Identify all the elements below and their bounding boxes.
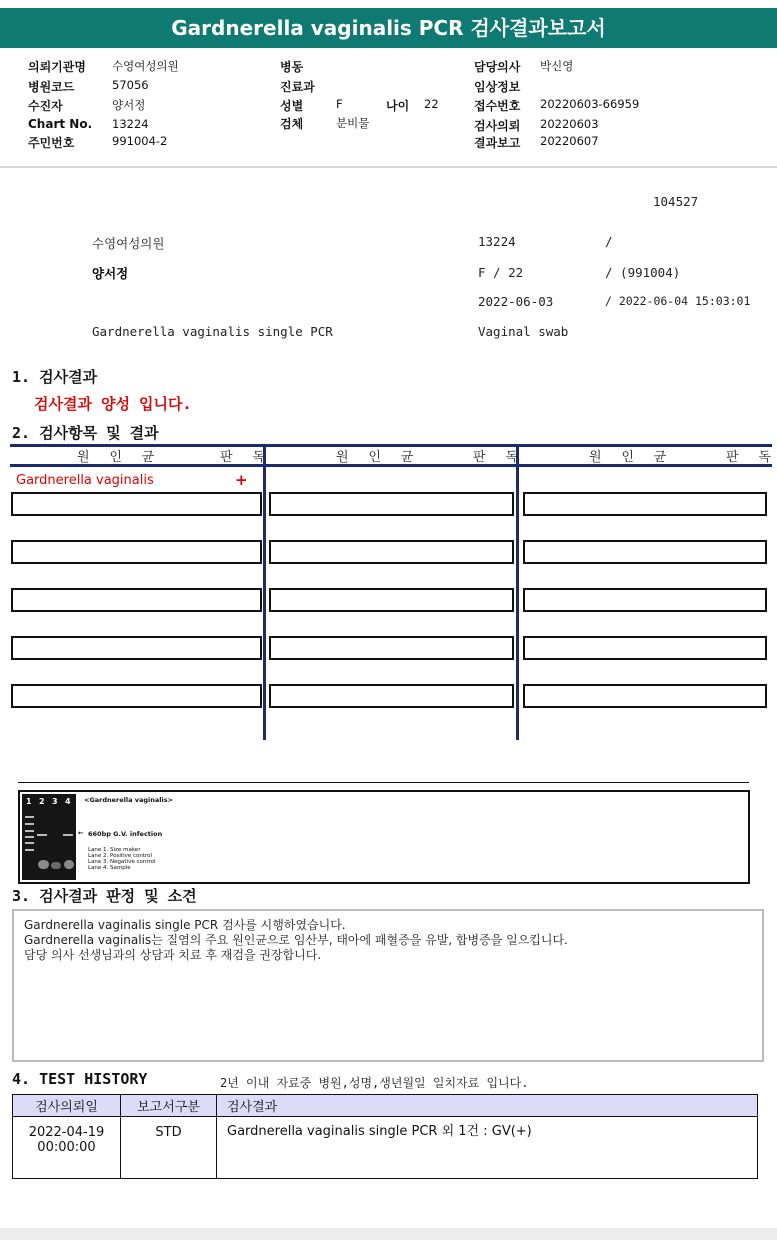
summary-specimen: Vaginal swab — [478, 324, 569, 339]
history-date-cell — [13, 1117, 121, 1179]
pathogen-name: Gardnerella vaginalis — [16, 473, 154, 488]
ladder-band — [25, 823, 34, 825]
institution-label: 의뢰기관명 — [28, 60, 86, 74]
ladder-band — [25, 816, 34, 818]
section2-title: 2. 검사항목 및 결과 — [12, 424, 159, 442]
sex-value: F — [336, 97, 343, 111]
result-cell — [523, 636, 767, 660]
header-divider — [0, 166, 777, 168]
section4-title: 4. TEST HISTORY — [12, 1070, 148, 1088]
result-cell — [269, 636, 514, 660]
col2-pathogen-header: 원 인 균 — [336, 450, 420, 465]
section3-title: 3. 검사결과 판정 및 소견 — [12, 887, 197, 905]
col1-judgment-header: 판 독 — [220, 450, 271, 465]
gel-figure — [18, 790, 750, 884]
gel-arrow: ← — [78, 829, 84, 837]
grid-divider-2 — [516, 444, 519, 740]
gel-top-rule — [18, 782, 749, 783]
col3-pathogen-header: 원 인 균 — [589, 450, 673, 465]
patient-value: 양서정 — [112, 98, 146, 112]
clinical-label: 임상정보 — [474, 80, 521, 94]
dept-label: 진료과 — [280, 80, 315, 94]
summary-sex-age: F / 22 — [478, 265, 524, 280]
ladder-band — [25, 836, 34, 838]
report-title: Gardnerella vaginalis PCR 검사결과보고서 — [0, 8, 777, 48]
result-cell — [269, 540, 514, 564]
result-cell — [523, 492, 767, 516]
summary-chart: 13224 — [478, 234, 516, 249]
opinion-line: 담당 의사 선생님과의 상담과 치료 후 재검을 권장합니다. — [24, 948, 322, 962]
result-cell — [523, 540, 767, 564]
gel-band-label: 660bp G.V. infection — [88, 830, 163, 838]
lane-1-label: 1 — [26, 797, 32, 806]
history-time: 00:00:00 — [37, 1140, 96, 1155]
doctor-label: 담당의사 — [474, 60, 521, 74]
primer-dimer — [51, 862, 61, 869]
institution-value: 수영여성의원 — [112, 59, 179, 73]
history-type: STD — [121, 1117, 217, 1179]
summary-request-date: 2022-06-03 — [478, 294, 554, 309]
summary-test-name: Gardnerella vaginalis single PCR — [92, 324, 333, 339]
result-cell — [11, 636, 262, 660]
ladder-band — [25, 842, 34, 844]
receipt-value: 20220603-66959 — [540, 97, 640, 111]
receipt-label: 접수번호 — [474, 99, 521, 113]
gel-title: <Gardnerella vaginalis> — [84, 796, 174, 804]
history-col-result: 검사결과 — [217, 1095, 758, 1117]
history-col-type: 보고서구분 — [121, 1095, 217, 1117]
col1-pathogen-header: 원 인 균 — [77, 450, 161, 465]
primer-dimer — [38, 860, 49, 869]
history-date: 2022-04-19 — [28, 1125, 105, 1140]
request-value: 20220603 — [540, 117, 599, 131]
ladder-band — [25, 830, 34, 832]
result-cell — [269, 684, 514, 708]
result-cell — [269, 588, 514, 612]
age-value: 22 — [424, 97, 439, 111]
lane-3-label: 3 — [52, 797, 58, 806]
gel-legend-3: Lane 3. Negative control — [88, 859, 156, 865]
result-cell — [11, 588, 262, 612]
result-cell — [523, 588, 767, 612]
primer-dimer — [64, 860, 74, 869]
sex-label: 성별 — [280, 99, 304, 113]
doctor-value: 박신영 — [540, 59, 574, 73]
report-number: 104527 — [653, 194, 699, 209]
gel-legend-2: Lane 2. Positive control — [88, 853, 153, 859]
opinion-line: Gardnerella vaginalis는 질염의 주요 원인균으로 임산부, 태아에 패혈증을 유발, 합병증을 일으킵니다. — [24, 933, 568, 947]
sample-band — [63, 834, 73, 836]
hospital-code-label: 병원코드 — [28, 80, 75, 94]
gel-image — [22, 794, 76, 880]
ladder-band — [25, 849, 34, 851]
opinion-line: Gardnerella vaginalis single PCR 검사를 시행하였습니다. — [24, 918, 346, 932]
request-label: 검사의뢰 — [474, 119, 521, 133]
pathogen-judgment: + — [235, 471, 248, 489]
summary-slash: / — [605, 234, 613, 249]
history-header-row — [13, 1095, 758, 1117]
chart-value: 13224 — [112, 117, 149, 131]
col3-judgment-header: 판 독 — [726, 450, 777, 465]
result-value: 20220607 — [540, 134, 599, 148]
summary-clinic: 수영여성의원 — [92, 236, 165, 251]
result-cell — [11, 540, 262, 564]
result-text: 검사결과 양성 입니다. — [34, 395, 192, 413]
footer-strip — [0, 1228, 777, 1240]
col2-judgment-header: 판 독 — [473, 450, 524, 465]
hospital-code-value: 57056 — [112, 78, 149, 92]
patient-label: 수진자 — [28, 99, 63, 113]
history-result: Gardnerella vaginalis single PCR 외 1건 : GV(+) — [217, 1117, 758, 1179]
lane-4-label: 4 — [65, 797, 71, 806]
history-col-date: 검사의뢰일 — [13, 1095, 121, 1117]
age-label: 나이 — [386, 99, 410, 113]
resident-value: 991004-2 — [112, 134, 168, 148]
result-cell — [11, 684, 262, 708]
opinion-box — [12, 909, 764, 1062]
gel-legend-1: Lane 1. Size maker — [88, 847, 141, 853]
grid-divider-1 — [263, 444, 266, 740]
chart-label: Chart No. — [28, 117, 93, 131]
specimen-label: 검체 — [280, 117, 304, 131]
summary-birth: / (991004) — [605, 265, 681, 280]
result-cell — [269, 492, 514, 516]
result-label: 결과보고 — [474, 136, 521, 150]
history-table — [12, 1094, 758, 1179]
specimen-value: 분비물 — [336, 116, 370, 130]
positive-band — [37, 834, 47, 836]
lane-2-label: 2 — [39, 797, 45, 806]
section1-title: 1. 검사결과 — [12, 368, 98, 386]
history-note: 2년 이내 자료중 병원,성명,생년월일 일치자료 입니다. — [220, 1076, 529, 1090]
resident-label: 주민번호 — [28, 136, 75, 150]
result-cell — [523, 684, 767, 708]
summary-name: 양서정 — [92, 266, 129, 281]
gel-legend-4: Lane 4. Sample — [88, 865, 131, 871]
table-row — [13, 1117, 758, 1179]
summary-report-datetime: / 2022-06-04 15:03:01 — [605, 294, 751, 308]
ward-label: 병동 — [280, 60, 304, 74]
result-cell — [11, 492, 262, 516]
